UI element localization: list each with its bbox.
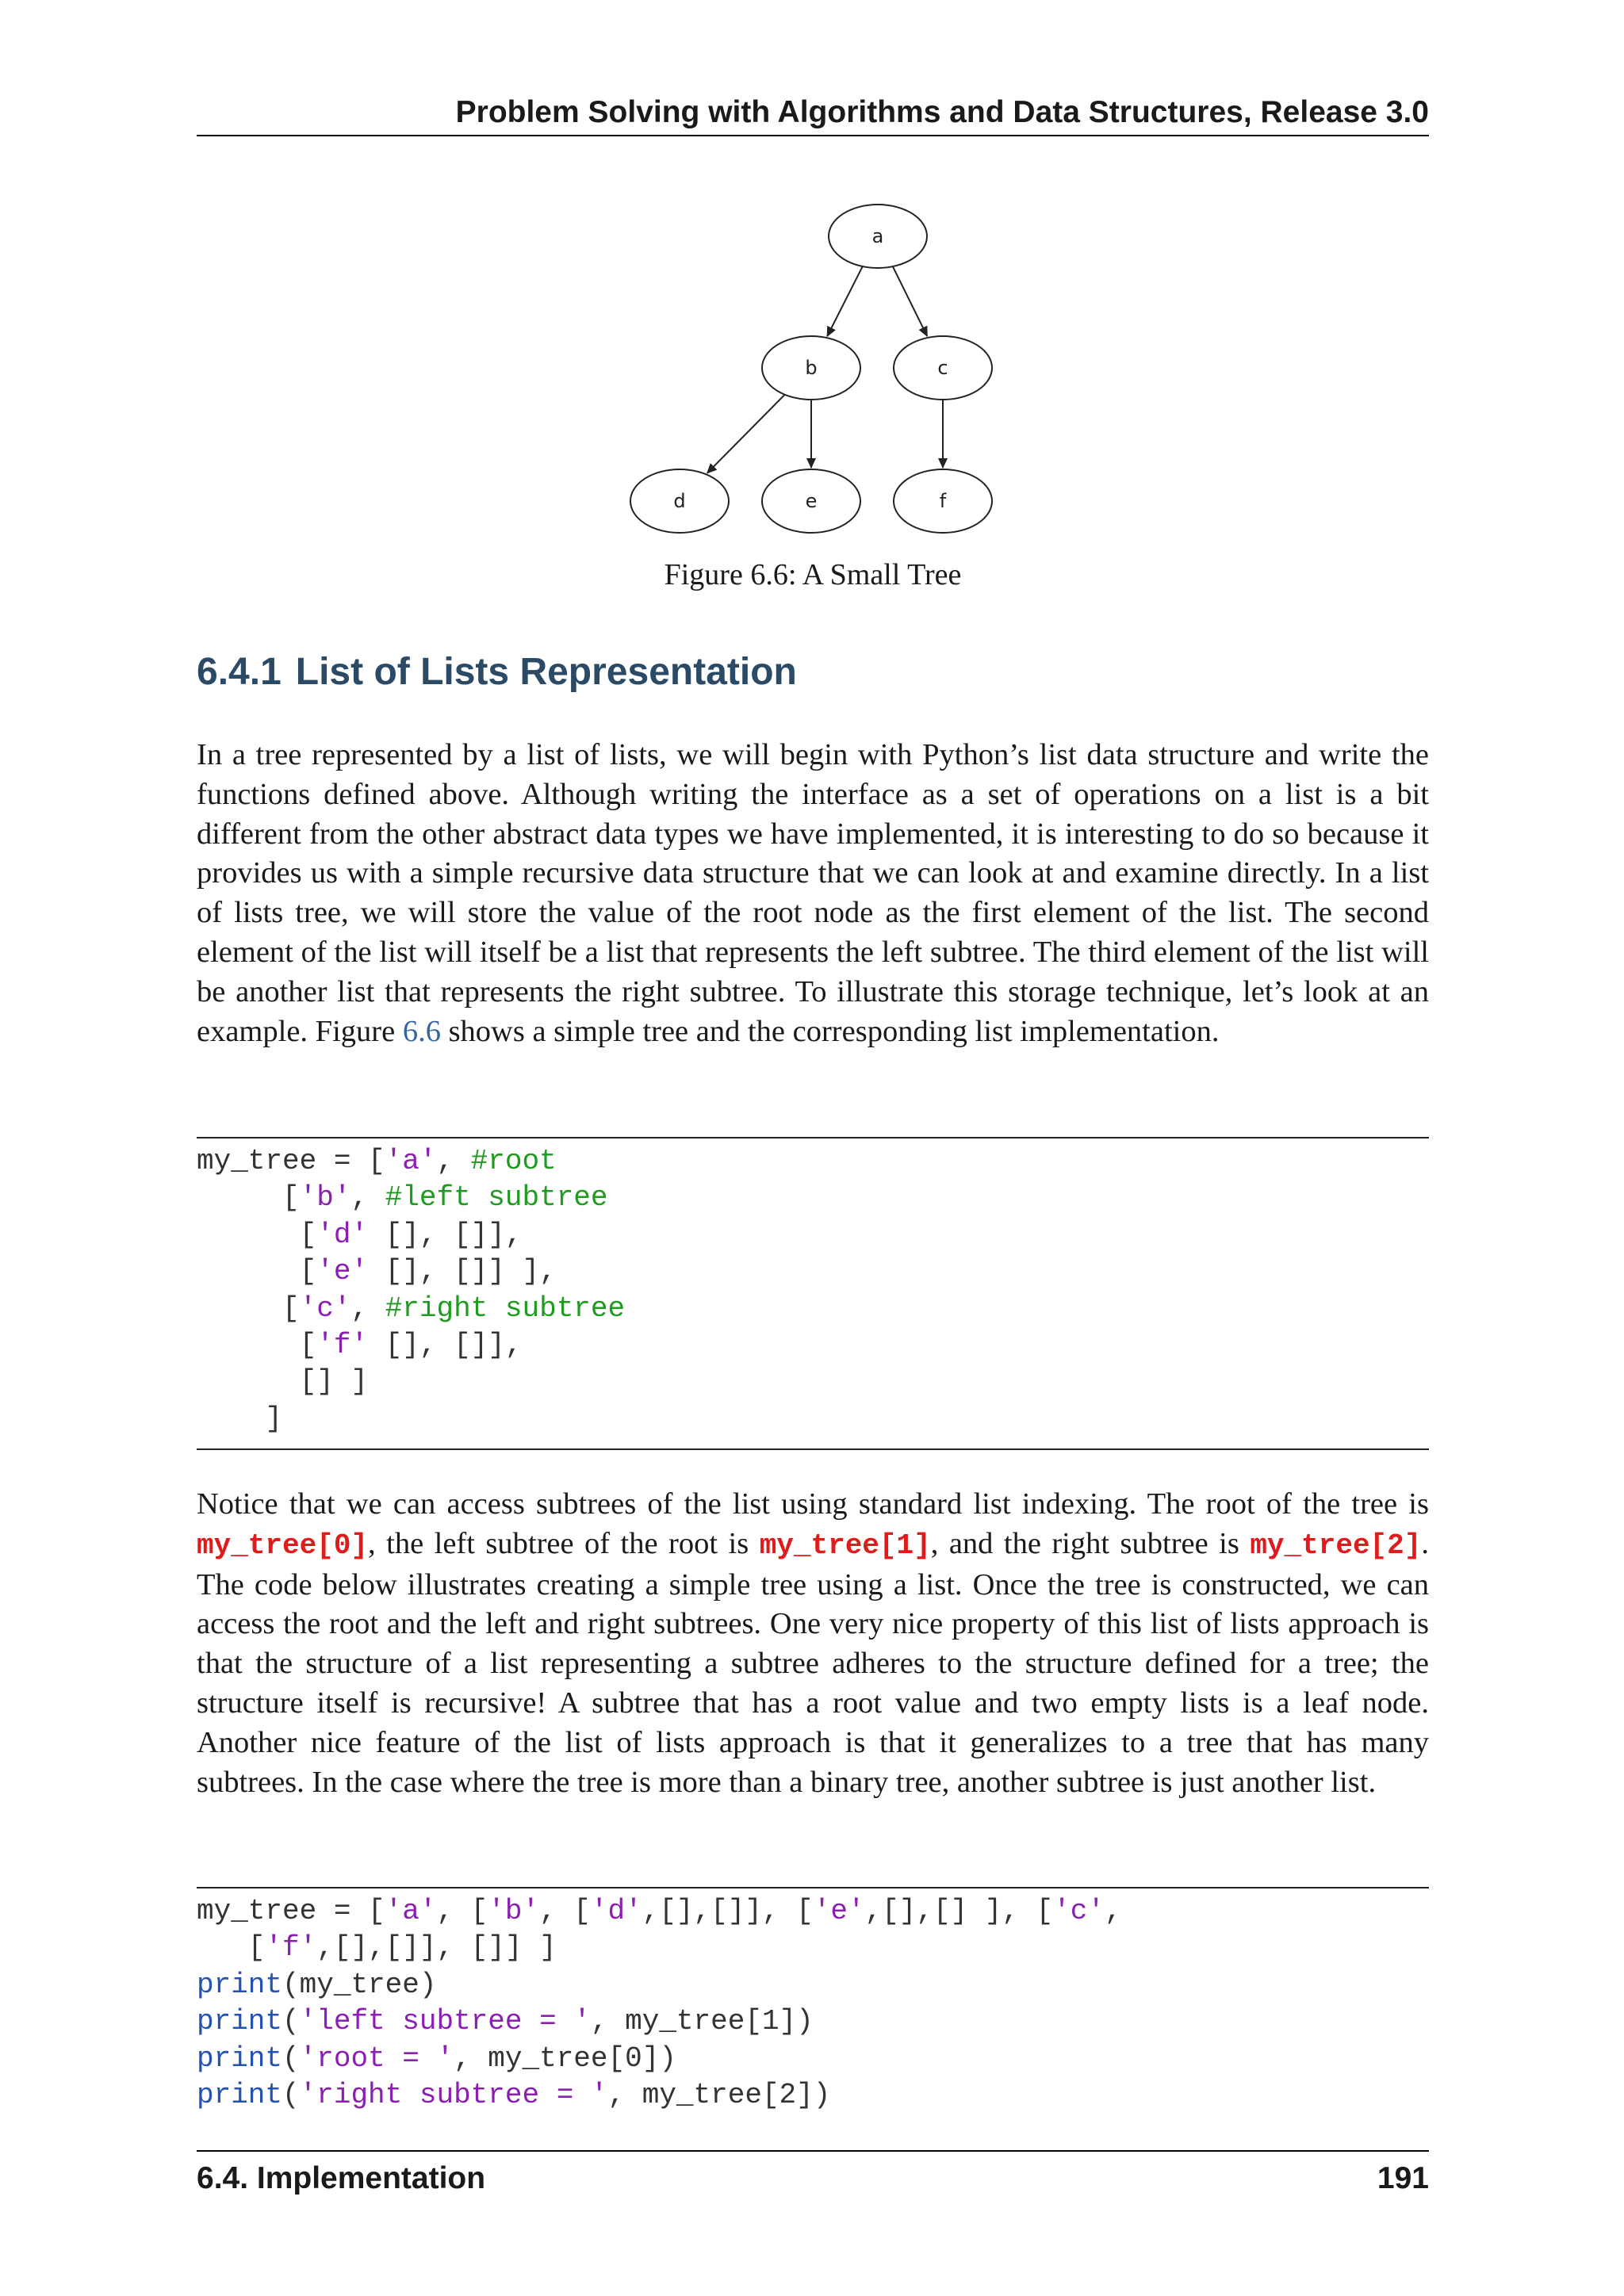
section-title-text: List of Lists Representation: [295, 651, 797, 693]
header-rule: [197, 135, 1429, 136]
document-page: [197, 0, 1429, 2296]
tree-node-label-f: f: [939, 490, 947, 512]
code-block2-top-rule: [197, 1887, 1429, 1888]
figure-caption: Figure 6.6: A Small Tree: [664, 558, 962, 591]
page-number: 191: [1377, 2161, 1429, 2195]
figure-link[interactable]: 6.6: [402, 1014, 441, 1048]
paragraph-subtree-access: Notice that we can access subtrees of the list using standard list indexing. The root of the tree is my_tree[0], the left subtree of the root is my_tree[1], and the right subtree is my_tree[2]. The code below illustrates creating a simple tree using a list. Once the tree is constructed, we can access the root and the left and right subtrees. One very nice property of this list of lists approach is that the structure of a list representing a subtree adheres to the structure defined for a tree; the structure itself is recursive! A subtree that has a root value and two empty lists is a leaf node. Another nice feature of the list of lists approach is that it generalizes to a tree that has many subtrees. In the case where the tree is more than a binary tree, another subtree is just another list.: [197, 1487, 1429, 1799]
inline-code-right: my_tree[2]: [1250, 1529, 1422, 1562]
tree-diagram: [625, 190, 1021, 539]
paragraph-text: In a tree represented by a list of lists, we will begin with Python’s list data structure and write the functions defined above. Although writing the interface as a set of operations on a list is a bit different from the other abstract data types we have implemented, it is interesting to do so because it provides us with a simple recursive data structure that we can look at and examine directly. In a list of lists tree, we will store the value of the root node as the first element of the list. The second element of the list will itself be a list that represents the left subtree. The third element of the list will be another list that represents the right subtree. To illustrate this storage technique, let’s look at an example. Figure: [197, 738, 1429, 1048]
footer-section: 6.4. Implementation: [197, 2161, 486, 2195]
code-block-bottom-rule: [197, 1448, 1429, 1450]
code-block-print-tree: my_tree = ['a', ['b', ['d',[],[]], ['e',[],[] ], ['c', ['f',[],[]], []] ] print(my_tree) print('left subtree = ', my_tree[1]) print('root = ', my_tree[0]) print('right subtree = ', my_tree[2]): [197, 1895, 1122, 2112]
section-heading: [197, 644, 797, 701]
edge-b-d: [707, 395, 785, 473]
edge-a-b: [827, 266, 863, 336]
section-number: 6.4.1: [197, 651, 282, 693]
inline-code-left: my_tree[1]: [759, 1529, 931, 1562]
footer-rule: [197, 2150, 1429, 2152]
tree-node-label-c: c: [937, 357, 948, 379]
code-block-top-rule: [197, 1137, 1429, 1138]
running-header: Problem Solving with Algorithms and Data Structures, Release 3.0: [455, 95, 1429, 129]
tree-figure: [197, 190, 1429, 555]
tree-node-label-b: b: [805, 357, 818, 379]
tree-node-label-e: e: [805, 490, 818, 512]
edge-a-c: [893, 266, 927, 336]
inline-code-root: my_tree[0]: [197, 1529, 369, 1562]
paragraph-list-of-lists: [197, 736, 1429, 1051]
tree-node-label-a: a: [871, 225, 884, 247]
code-block-tree-literal: my_tree = ['a', #root ['b', #left subtree ['d' [], []], ['e' [], []] ], ['c', #right subtree ['f' [], []], [] ] ]: [197, 1145, 626, 1435]
paragraph-text: shows a simple tree and the corresponding list implementation.: [440, 1014, 1220, 1048]
tree-node-label-d: d: [673, 490, 686, 512]
